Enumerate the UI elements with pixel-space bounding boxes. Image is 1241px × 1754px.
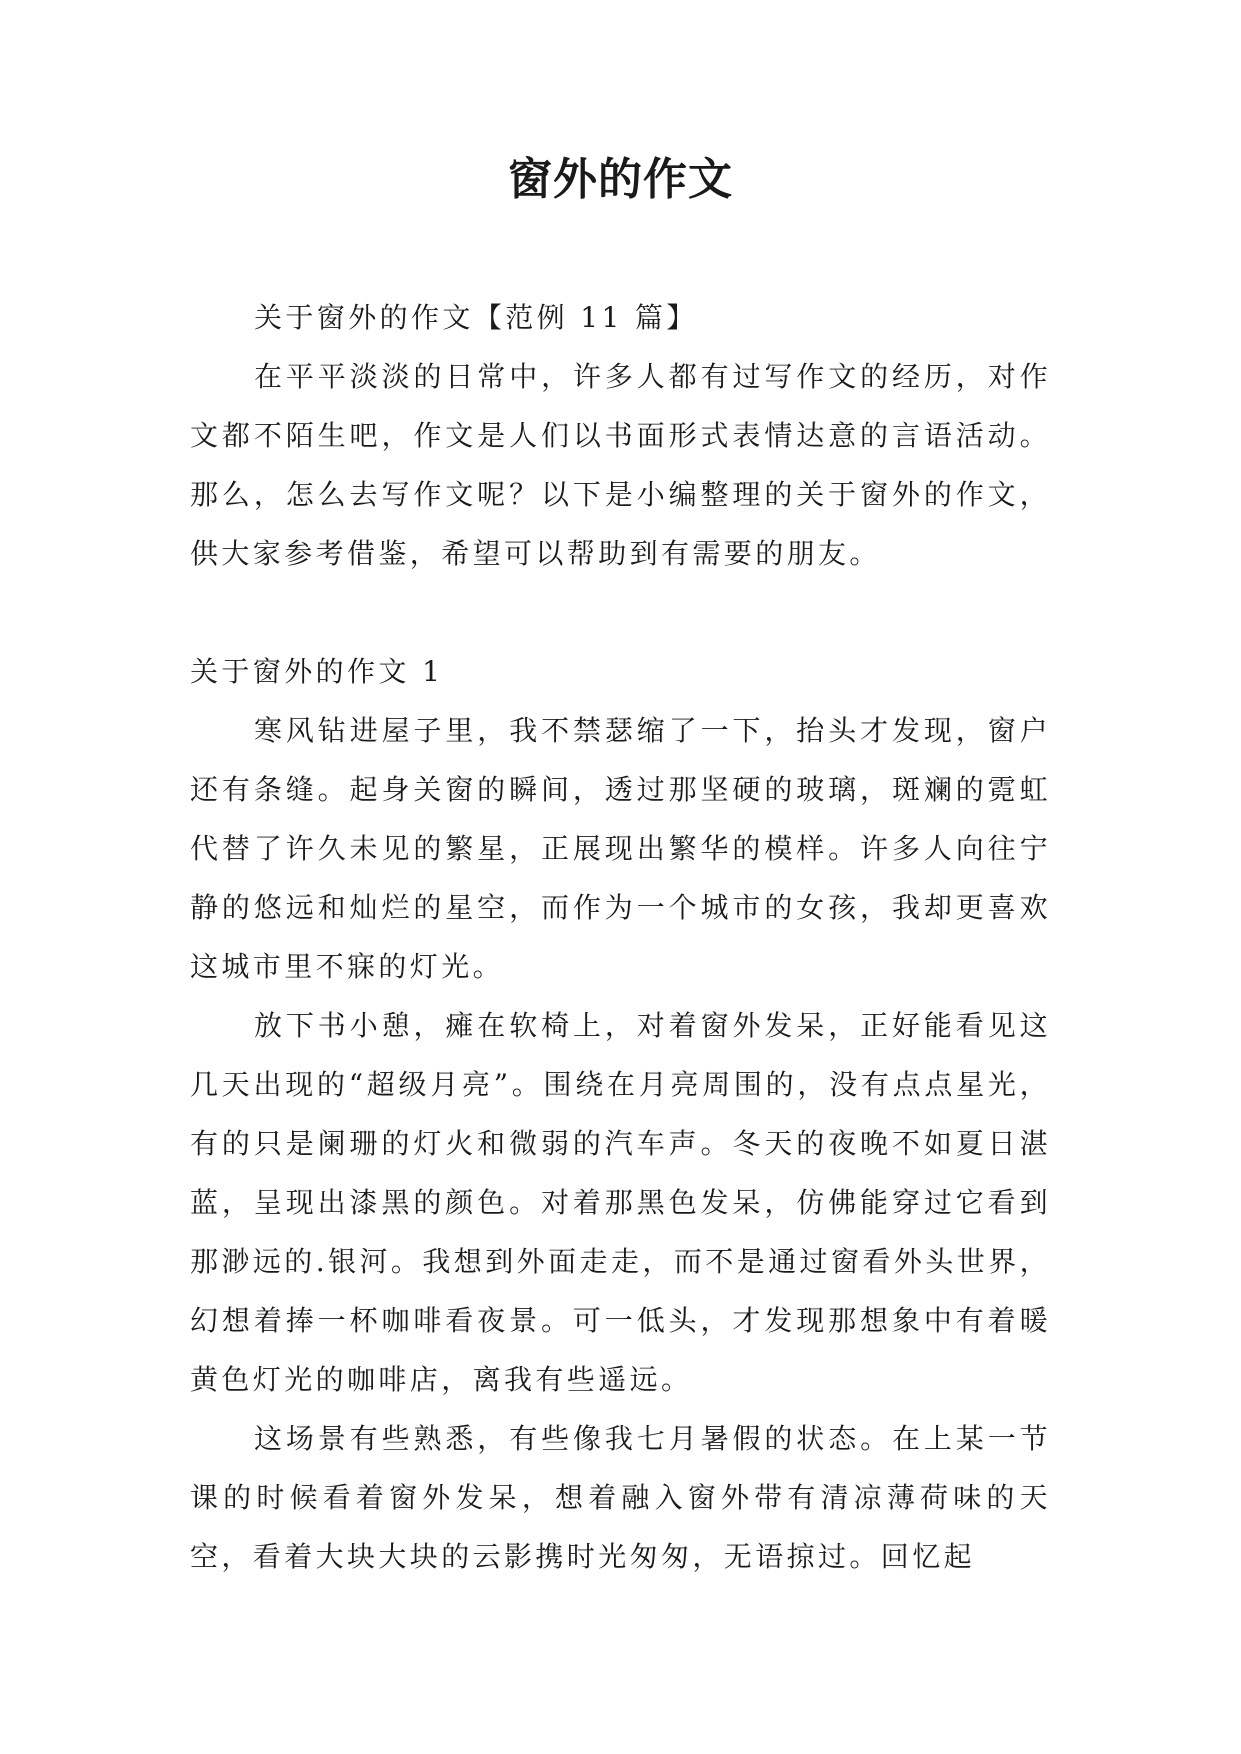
body-paragraph-2: 放下书小憩，瘫在软椅上，对着窗外发呆，正好能看见这几天出现的“超级月亮”。围绕在月亮周围的，没有点点星光，有的只是阑珊的灯火和微弱的汽车声。冬天的夜晚不如夏日湛蓝，呈现出漆黑的颜色。对着那黑色发呆，仿佛能穿过它看到那渺远的.银河。我想到外面走走，而不是通过窗看外头世界，幻想着捧一杯咖啡看夜景。可一低头，才发现那想象中有着暖黄色灯光的咖啡店，离我有些遥远。	[190, 1009, 1051, 1396]
body-paragraph-3: 这场景有些熟悉，有些像我七月暑假的状态。在上某一节课的时候看着窗外发呆，想着融入窗外带有清凉薄荷味的天空，看着大块大块的云影携时光匆匆，无语掠过。回忆起	[190, 1422, 1051, 1573]
body-paragraph-1: 寒风钻进屋子里，我不禁瑟缩了一下，抬头才发现，窗户还有条缝。起身关窗的瞬间，透过那坚硬的玻璃，斑斓的霓虹代替了许久未见的繁星，正展现出繁华的模样。许多人向往宁静的悠远和灿烂的星空，而作为一个城市的女孩，我却更喜欢这城市里不寐的灯光。	[190, 714, 1051, 983]
document-subtitle: 关于窗外的作文【范例 11 篇】	[254, 301, 698, 334]
document-title: 窗外的作文	[508, 154, 733, 205]
intro-paragraph: 在平平淡淡的日常中，许多人都有过写作文的经历，对作文都不陌生吧，作文是人们以书面形式表情达意的言语活动。那么，怎么去写作文呢？以下是小编整理的关于窗外的作文，供大家参考借鉴，希望可以帮助到有需要的朋友。	[190, 360, 1051, 570]
section-heading: 关于窗外的作文 1	[190, 655, 444, 688]
document-body	[190, 288, 1051, 1586]
